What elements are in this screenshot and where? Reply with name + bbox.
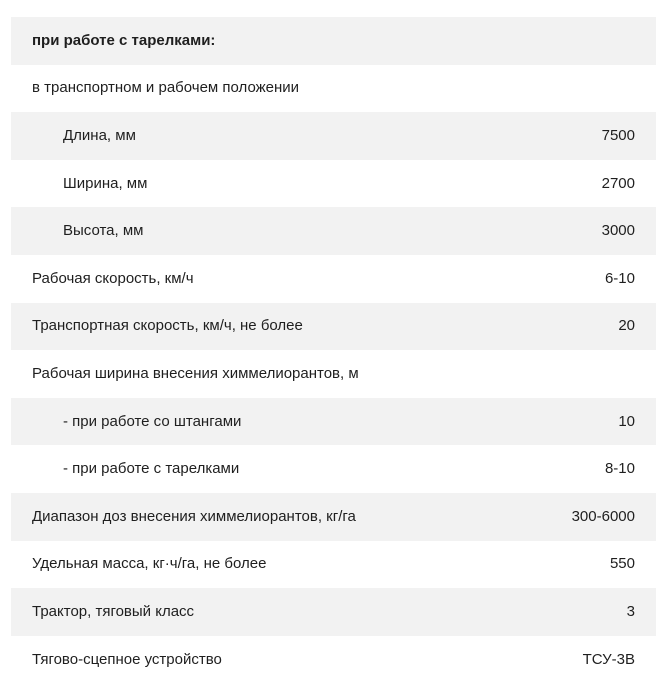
spec-row — [11, 588, 656, 636]
specifications-table-body — [11, 17, 656, 683]
spec-value: 2700 — [601, 174, 635, 192]
clipped-previous-row-text — [0, 0, 4, 8]
spec-value: 3 — [475, 588, 656, 636]
spec-label: Диапазон доз внесения химмелиорантов, кг/га — [11, 493, 475, 541]
spec-label: - при работе с тарелками — [63, 460, 240, 478]
spec-label: Удельная масса, кг·ч/га, не более — [32, 555, 267, 573]
spec-value: 3000 — [475, 207, 656, 255]
spec-row — [11, 17, 656, 65]
spec-row — [11, 493, 656, 541]
spec-label: Длина, мм — [11, 112, 475, 160]
spec-label: Транспортная скорость, км/ч, не более — [11, 303, 475, 351]
spec-row — [11, 541, 656, 589]
spec-label: в транспортном и рабочем положении — [32, 79, 300, 97]
spec-value: 20 — [475, 303, 656, 351]
spec-row — [11, 636, 656, 684]
spec-value: 8-10 — [604, 460, 635, 478]
spec-label: Рабочая ширина внесения химмелиорантов, м — [32, 364, 359, 382]
spec-label: Тягово-сцепное устройство — [32, 650, 222, 668]
spec-row — [11, 255, 656, 303]
spec-label: Ширина, мм — [63, 174, 148, 192]
spec-value: 550 — [609, 555, 635, 573]
spec-row — [11, 65, 656, 113]
spec-row — [11, 160, 656, 208]
spec-value: ТСУ-3В — [582, 650, 635, 668]
specifications-table — [11, 17, 656, 683]
spec-value: 10 — [475, 398, 656, 446]
spec-value: 300-6000 — [475, 493, 656, 541]
spec-label: Рабочая скорость, км/ч — [32, 269, 194, 287]
spec-row — [11, 112, 656, 160]
spec-label: - при работе со штангами — [11, 398, 475, 446]
spec-row — [11, 445, 656, 493]
clipped-previous-row — [0, 0, 666, 17]
spec-value: 6-10 — [604, 269, 635, 287]
spec-value — [475, 17, 656, 65]
spec-label: Трактор, тяговый класс — [11, 588, 475, 636]
spec-row — [11, 350, 656, 398]
spec-value: 7500 — [475, 112, 656, 160]
spec-value — [475, 350, 656, 398]
spec-row — [11, 398, 656, 446]
spec-row — [11, 303, 656, 351]
spec-label: Высота, мм — [11, 207, 475, 255]
spec-value — [475, 65, 656, 113]
spec-label: при работе с тарелками: — [11, 17, 475, 65]
spec-row — [11, 207, 656, 255]
